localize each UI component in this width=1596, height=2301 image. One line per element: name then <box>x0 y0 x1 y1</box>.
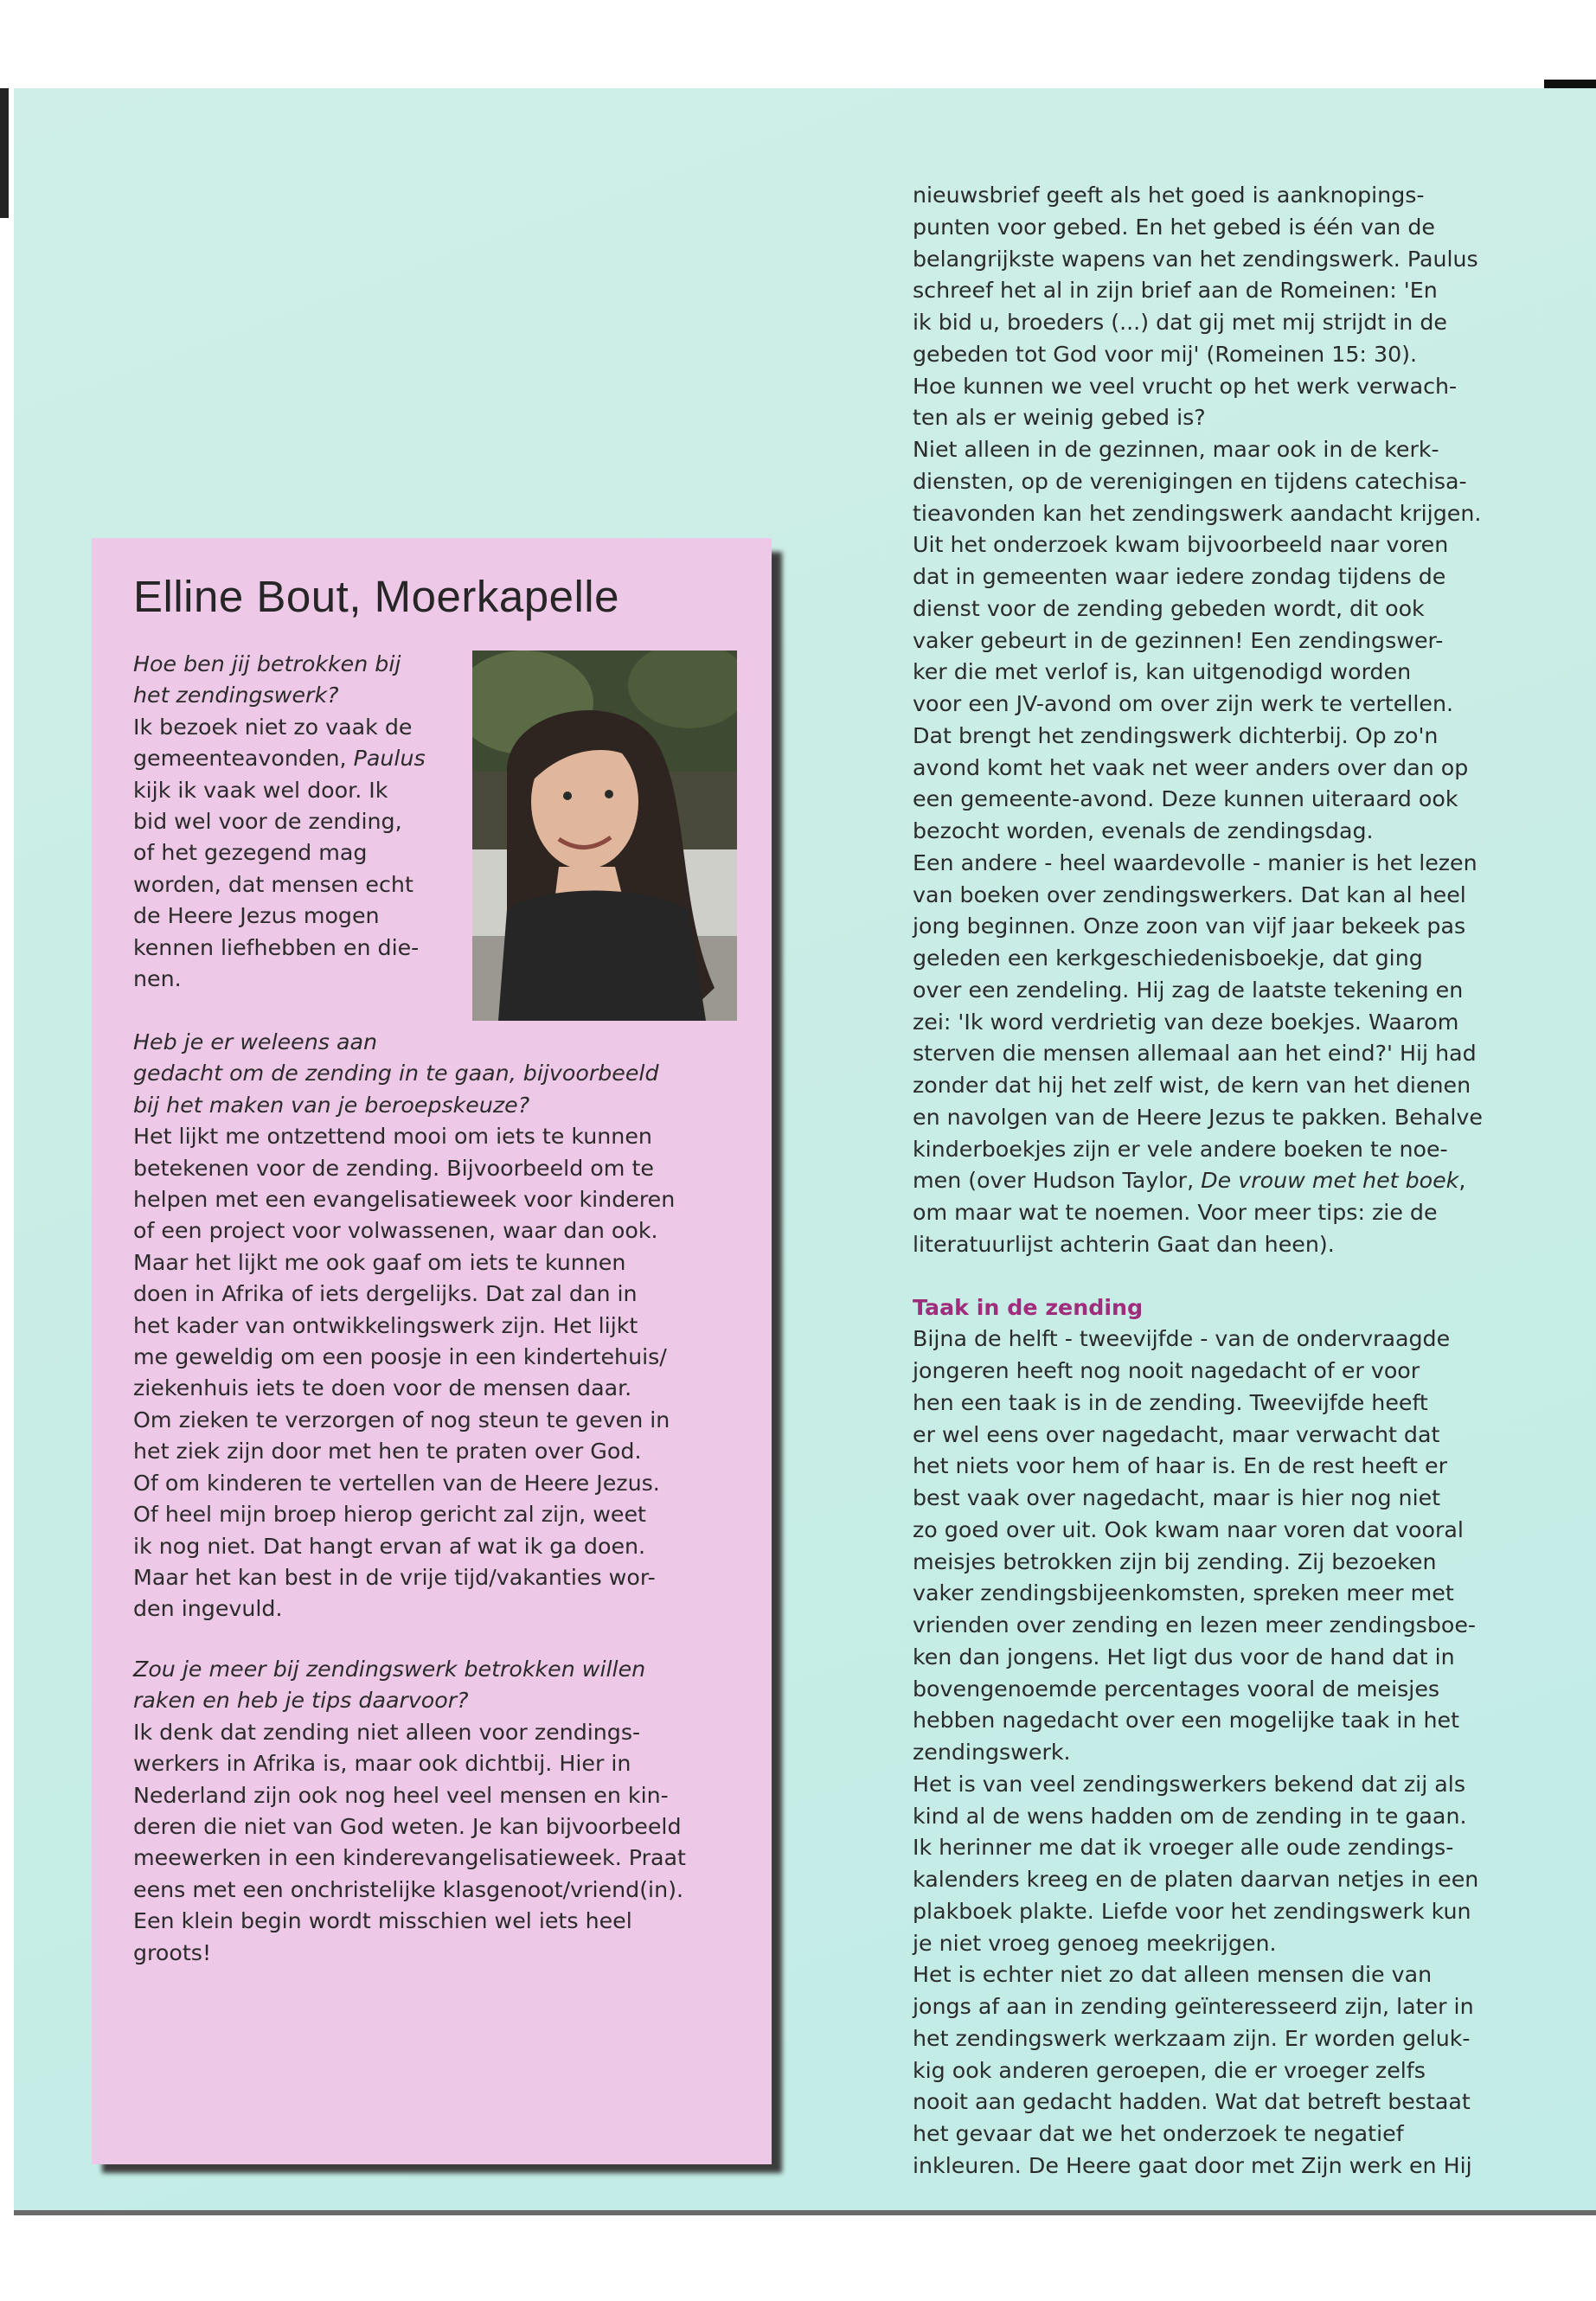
question-2-line: Heb je er weleens aan <box>133 1029 378 1054</box>
paragraph-1-line: gebeden tot God voor mij' (Romeinen 15: 30). <box>913 341 1418 367</box>
sidebar-title: Elline Bout, Moerkapelle <box>133 572 619 621</box>
scan-edge-top-right <box>1544 80 1596 88</box>
question-1-line: Hoe ben jij betrokken bij <box>133 651 401 676</box>
paragraph-2-line: dat in gemeenten waar iedere zondag tijdens de <box>913 564 1446 589</box>
answer-2-line: Of heel mijn broep hierop gericht zal zijn, weet <box>133 1502 646 1528</box>
paragraph-5-line: kind al de wens hadden om de zending in te gaan. <box>913 1803 1467 1829</box>
answer-3-line: groots! <box>133 1939 212 1965</box>
paragraph-6-line: jongs af aan in zending geïnteresseerd zijn, later in <box>913 1994 1474 2019</box>
paragraph-3-line: zei: 'Ik word verdrietig van deze boekjes. Waarom <box>913 1009 1459 1035</box>
paragraph-4-line: er wel eens over nagedacht, maar verwacht dat <box>913 1421 1440 1447</box>
paragraph-6-line: nooit aan gedacht hadden. Wat dat betreft bestaat <box>913 2089 1471 2115</box>
paragraph-5-line: Ik herinner me dat ik vroeger alle oude zendings- <box>913 1835 1454 1861</box>
paragraph-4-line: zendingswerk. <box>913 1740 1071 1765</box>
answer-1-line: Ik bezoek niet zo vaak de <box>133 714 413 740</box>
book-title: De vrouw met het boek <box>1201 1168 1459 1194</box>
qa-block-1 <box>133 649 426 995</box>
answer-2-line: betekenen voor de zending. Bijvoorbeeld om te <box>133 1155 654 1181</box>
paragraph-4-line: bovengenoemde percentages vooral de meisjes <box>913 1676 1440 1702</box>
paragraph-2-line: Dat brengt het zendingswerk dichterbij. Op zo'n <box>913 722 1439 748</box>
question-1-line: het zendingswerk? <box>133 683 339 708</box>
question-3-line: raken en heb je tips daarvoor? <box>133 1688 469 1714</box>
paragraph-3-line: sterven die mensen allemaal aan het eind?' Hij had <box>913 1041 1477 1067</box>
question-3-line: Zou je meer bij zendingswerk betrokken willen <box>133 1657 646 1682</box>
paulus-magazine-title: Paulus <box>353 746 426 772</box>
paragraph-2-line: een gemeente-avond. Deze kunnen uiteraard ook <box>913 786 1458 812</box>
paragraph-3-line: zonder dat hij het zelf wist, de kern van het dienen <box>913 1073 1471 1098</box>
paragraph-1-line: ten als er weinig gebed is? <box>913 405 1206 431</box>
paragraph-4-line: jongeren heeft nog nooit nagedacht of er voor <box>913 1358 1420 1383</box>
paragraph-2-line: dienst voor de zending gebeden wordt, dit ook <box>913 595 1425 621</box>
answer-2-line: of een project voor volwassenen, waar dan ook. <box>133 1218 658 1244</box>
answer-2-line: het kader van ontwikkelingswerk zijn. Het lijkt <box>133 1312 638 1338</box>
paragraph-1-line: belangrijkste wapens van het zendingswerk. Paulus <box>913 246 1478 272</box>
answer-2-line: me geweldig om een poosje in een kindertehuis/ <box>133 1344 667 1370</box>
paragraph-2-line: avond komt het vaak net weer anders over dan op <box>913 754 1469 780</box>
section-heading: Taak in de zending <box>913 1294 1144 1320</box>
paragraph-4-line: ken dan jongens. Het ligt dus voor de hand dat in <box>913 1644 1455 1670</box>
paragraph-1-line: punten voor gebed. En het gebed is één van de <box>913 214 1436 240</box>
answer-3-line: meewerken in een kinderevangelisatieweek. Praat <box>133 1845 686 1871</box>
paragraph-3-line: over een zendeling. Hij zag de laatste tekening en <box>913 977 1464 1003</box>
answer-2-line: het ziek zijn door met hen te praten over God. <box>133 1439 642 1465</box>
paragraph-3-line: kinderboekjes zijn er vele andere boeken te noe- <box>913 1136 1448 1162</box>
answer-1-line: kijk ik vaak wel door. Ik <box>133 777 388 803</box>
answer-2-line: den ingevuld. <box>133 1596 283 1622</box>
paragraph-3-line: Een andere - heel waardevolle - manier is het lezen <box>913 849 1477 875</box>
paragraph-2-line: diensten, op de verenigingen en tijdens catechisa- <box>913 468 1467 494</box>
paragraph-2-line: Uit het onderzoek kwam bijvoorbeeld naar voren <box>913 532 1449 558</box>
interview-sidebar <box>92 538 772 2164</box>
paragraph-2-line: ker die met verlof is, kan uitgenodigd worden <box>913 659 1412 685</box>
paragraph-4-line: vaker zendingsbijeenkomsten, spreken meer met <box>913 1580 1454 1606</box>
paragraph-5-line: je niet vroeg genoeg meekrijgen. <box>913 1930 1277 1956</box>
answer-2-line: ik nog niet. Dat hangt ervan af wat ik ga doen. <box>133 1533 646 1559</box>
paragraph-1-line: schreef het al in zijn brief aan de Romeinen: 'En <box>913 278 1438 304</box>
paragraph-3-line: jong beginnen. Onze zoon van vijf jaar bekeek pas <box>913 913 1466 939</box>
answer-1-line: worden, dat mensen echt <box>133 871 413 897</box>
answer-1-line: de Heere Jezus mogen <box>133 903 380 929</box>
portrait-photo <box>472 651 737 1021</box>
paragraph-3-line: geleden een kerkgeschiedenisboekje, dat ging <box>913 945 1423 971</box>
paragraph-2-line: tieavonden kan het zendingswerk aandacht krijgen. <box>913 500 1482 526</box>
paragraph-2-line: vaker gebeurt in de gezinnen! Een zendingswer- <box>913 627 1444 653</box>
answer-3-line: deren die niet van God weten. Je kan bijvoorbeeld <box>133 1814 682 1840</box>
answer-2-line: Het lijkt me ontzettend mooi om iets te kunnen <box>133 1124 652 1150</box>
paragraph-6-line: het gevaar dat we het onderzoek te negatief <box>913 2121 1404 2146</box>
answer-3-line: Een klein begin wordt misschien wel iets heel <box>133 1908 632 1934</box>
bottom-rule <box>14 2210 1596 2215</box>
paragraph-3-line: en navolgen van de Heere Jezus te pakken. Behalve <box>913 1104 1483 1130</box>
paragraph-4-line: vrienden over zending en lezen meer zendingsboe- <box>913 1612 1477 1638</box>
answer-2-line: ziekenhuis iets te doen voor de mensen daar. <box>133 1375 632 1401</box>
paragraph-2-line: bezocht worden, evenals de zendingsdag. <box>913 818 1374 843</box>
paragraph-6-line: Het is echter niet zo dat alleen mensen die van <box>913 1962 1433 1988</box>
paragraph-1-line: nieuwsbrief geeft als het goed is aanknopings- <box>913 183 1425 208</box>
answer-1-line: bid wel voor de zending, <box>133 809 402 835</box>
answer-3-line: werkers in Afrika is, maar ook dichtbij. Hier in <box>133 1751 631 1777</box>
answer-2-line: helpen met een evangelisatieweek voor kinderen <box>133 1187 676 1213</box>
answer-3-line: eens met een onchristelijke klasgenoot/vriend(in). <box>133 1876 684 1902</box>
paragraph-2-line: Niet alleen in de gezinnen, maar ook in de kerk- <box>913 437 1439 462</box>
paragraph-4-line: Bijna de helft - tweevijfde - van de ondervraagde <box>913 1326 1451 1352</box>
answer-1-line: gemeenteavonden, Paulus <box>133 746 426 772</box>
paragraph-4-line: hen een taak is in de zending. Tweevijfde heeft <box>913 1389 1428 1415</box>
paragraph-3-line: literatuurlijst achterin Gaat dan heen). <box>913 1231 1335 1257</box>
paragraph-3-line: van boeken over zendingswerkers. Dat kan al heel <box>913 881 1466 907</box>
answer-1-line: kennen liefhebben en die- <box>133 934 420 960</box>
paragraph-4-line: meisjes betrokken zijn bij zending. Zij bezoeken <box>913 1548 1437 1574</box>
paragraph-6-line: het zendingswerk werkzaam zijn. Er worden geluk- <box>913 2025 1471 2051</box>
question-2-line: gedacht om de zending in te gaan, bijvoorbeeld <box>133 1061 659 1086</box>
qa-block-3 <box>133 1654 686 1969</box>
paragraph-6-line: kig ook anderen geroepen, die er vroeger zelfs <box>913 2057 1426 2083</box>
paragraph-1-line: Hoe kunnen we veel vrucht op het werk verwach- <box>913 373 1458 399</box>
paragraph-4-line: zo goed over uit. Ook kwam naar voren dat vooral <box>913 1516 1464 1542</box>
section-spacer <box>913 1261 1483 1292</box>
portrait-illustration <box>472 651 737 1021</box>
answer-2-line: Om zieken te verzorgen of nog steun te geven in <box>133 1407 670 1433</box>
answer-2-line: doen in Afrika of iets dergelijks. Dat zal dan in <box>133 1281 638 1307</box>
answer-3-line: Ik denk dat zending niet alleen voor zendings- <box>133 1719 641 1745</box>
answer-2-line: Of om kinderen te vertellen van de Heere Jezus. <box>133 1470 660 1496</box>
paragraph-2-line: voor een JV-avond om over zijn werk te vertellen. <box>913 691 1454 716</box>
answer-2-line: Maar het kan best in de vrije tijd/vakanties wor- <box>133 1564 656 1590</box>
paragraph-6-line: inkleuren. De Heere gaat door met Zijn werk en Hij <box>913 2152 1472 2178</box>
scan-edge-left <box>0 88 9 218</box>
paragraph-1-line: ik bid u, broeders (...) dat gij met mij strijdt in de <box>913 310 1447 335</box>
qa-block-2 <box>133 1027 675 1625</box>
paragraph-4-line: het niets voor hem of haar is. En de rest heeft er <box>913 1453 1447 1479</box>
article-main-column <box>913 180 1483 2182</box>
paragraph-4-line: hebben nagedacht over een mogelijke taak in het <box>913 1708 1460 1734</box>
paragraph-5-line: Het is van veel zendingswerkers bekend dat zij als <box>913 1771 1465 1797</box>
paragraph-3-line: men (over Hudson Taylor, De vrouw met het boek, <box>913 1168 1466 1194</box>
paragraph-5-line: kalenders kreeg en de platen daarvan netjes in een <box>913 1867 1479 1892</box>
answer-1-line: nen. <box>133 966 182 992</box>
paragraph-3-line: om maar wat te noemen. Voor meer tips: zie de <box>913 1200 1438 1225</box>
answer-3-line: Nederland zijn ook nog heel veel mensen en kin- <box>133 1782 669 1808</box>
paragraph-4-line: best vaak over nagedacht, maar is hier nog niet <box>913 1485 1441 1510</box>
question-2-line: bij het maken van je beroepskeuze? <box>133 1092 530 1118</box>
answer-2-line: Maar het lijkt me ook gaaf om iets te kunnen <box>133 1249 626 1275</box>
answer-1-line: of het gezegend mag <box>133 840 368 866</box>
paragraph-5-line: plakboek plakte. Liefde voor het zendingswerk kun <box>913 1898 1471 1924</box>
